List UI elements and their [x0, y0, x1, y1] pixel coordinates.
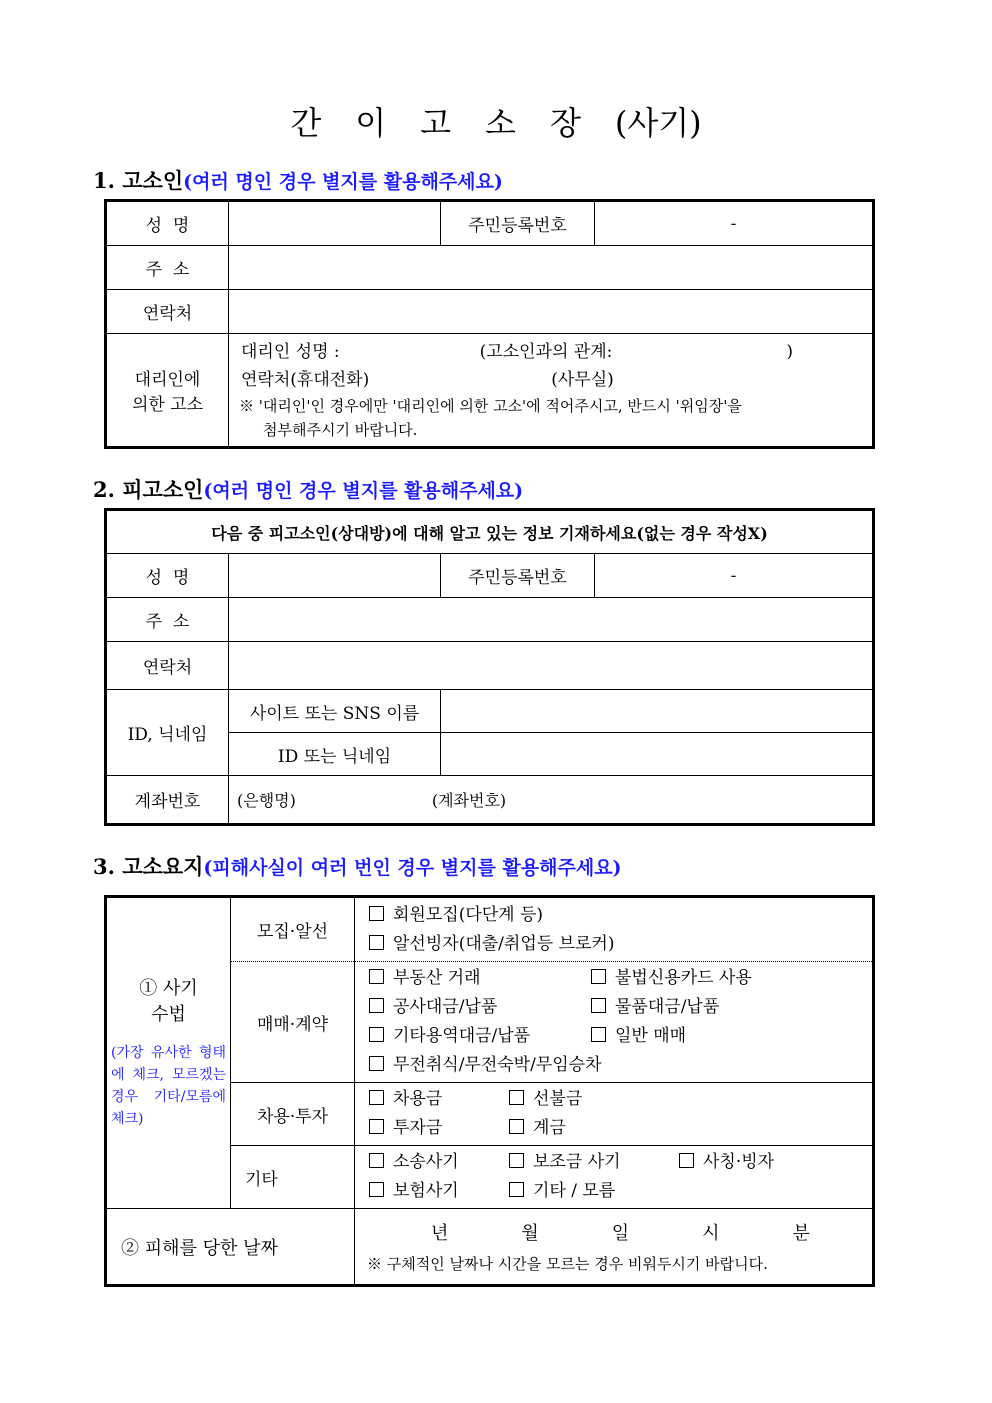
option-trade-4[interactable]: 물품대금/납품 [591, 997, 719, 1017]
accused-contact-field[interactable] [229, 642, 873, 690]
category-etc-label: 기타 [231, 1146, 355, 1209]
agent-field[interactable] [229, 334, 873, 447]
category-recruit-options [355, 898, 873, 962]
contact-field[interactable] [229, 290, 873, 334]
name-label: 성 명 [107, 202, 229, 246]
section-2-note: (여러 명인 경우 별지를 활용해주세요) [203, 480, 524, 502]
address-field[interactable] [229, 246, 873, 290]
site-label: 사이트 또는 SNS 이름 [229, 690, 441, 733]
account-label: 계좌번호 [107, 776, 229, 824]
nickname-label: ID 또는 닉네임 [229, 733, 441, 776]
accused-address-field[interactable] [229, 598, 873, 642]
address-label: 주 소 [107, 246, 229, 290]
option-recruit-2[interactable]: 알선빙자(대출/취업등 브로커) [369, 930, 864, 959]
checkbox[interactable] [369, 969, 384, 984]
option-etc-5[interactable]: 기타 / 모름 [509, 1181, 615, 1201]
agent-label: 대리인에 의한 고소 [107, 334, 229, 447]
accused-address-label: 주 소 [107, 598, 229, 642]
accused-name-label: 성 명 [107, 554, 229, 598]
section-1-note: (여러 명인 경우 별지를 활용해주세요) [183, 171, 503, 193]
contact-label: 연락처 [107, 290, 229, 334]
method-label-cell: ① 사기 수법 (가장 유사한 형태에 체크, 모르겠는 경우 기타/모름에 체크) [107, 898, 231, 1209]
fraud-summary-table [106, 897, 873, 1285]
accused-contact-label: 연락처 [107, 642, 229, 690]
option-loan-3[interactable]: 투자금 [369, 1114, 509, 1143]
option-etc-4[interactable]: 보험사기 [369, 1177, 509, 1206]
option-loan-1[interactable]: 차용금 [369, 1085, 509, 1114]
option-trade-6[interactable]: 일반 매매 [591, 1026, 686, 1046]
damage-date-field[interactable] [355, 1209, 873, 1285]
rrn-label: 주민등록번호 [441, 202, 595, 246]
checkbox[interactable] [509, 1119, 524, 1134]
checkbox[interactable] [509, 1090, 524, 1105]
account-field[interactable] [229, 776, 873, 824]
checkbox[interactable] [369, 1056, 384, 1071]
checkbox[interactable] [369, 906, 384, 921]
section-2-heading: 2. 피고소인(여러 명인 경우 별지를 활용해주세요) [93, 477, 524, 502]
rrn-dash: - [730, 213, 737, 234]
account-number-label: (계좌번호) [431, 791, 507, 810]
accused-rrn-label: 주민등록번호 [441, 554, 595, 598]
date-note: ※ 구체적인 날짜나 시간을 모르는 경우 비워두시기 바랍니다. [367, 1254, 768, 1273]
checkbox[interactable] [591, 1027, 606, 1042]
option-etc-1[interactable]: 소송사기 [369, 1148, 509, 1177]
checkbox[interactable] [369, 998, 384, 1013]
category-loan-label: 차용·투자 [231, 1083, 355, 1146]
checkbox[interactable] [369, 1153, 384, 1168]
option-etc-2[interactable]: 보조금 사기 [509, 1148, 679, 1177]
page-title: 간이고소장(사기) [290, 104, 702, 142]
accused-table [106, 510, 873, 824]
option-recruit-1[interactable]: 회원모집(다단계 등) [369, 901, 864, 930]
accused-name-field[interactable] [229, 554, 441, 598]
option-trade-3[interactable]: 공사대금/납품 [369, 993, 591, 1022]
checkbox[interactable] [679, 1153, 694, 1168]
checkbox[interactable] [369, 1182, 384, 1197]
category-trade-options [355, 962, 873, 1083]
section-1-heading: 1. 고소인(여러 명인 경우 별지를 활용해주세요) [93, 168, 503, 193]
accused-id-label: ID, 닉네임 [107, 690, 229, 776]
method-hint: (가장 유사한 형태에 체크, 모르겠는 경우 기타/모름에 체크) [111, 1045, 226, 1127]
checkbox[interactable] [509, 1153, 524, 1168]
category-loan-options [355, 1083, 873, 1146]
checkbox[interactable] [591, 998, 606, 1013]
option-trade-5[interactable]: 기타용역대금/납품 [369, 1022, 591, 1051]
date-units: 년 월 일 시 분 [431, 1222, 810, 1244]
accused-info-header: 다음 중 피고소인(상대방)에 대해 알고 있는 정보 기재하세요(없는 경우 작성X) [107, 511, 873, 554]
agent-name-line: 대리인 성명 : (고소인과의 관계: ) [241, 342, 794, 362]
option-trade-1[interactable]: 부동산 거래 [369, 964, 591, 993]
accused-rrn-field[interactable]: - [595, 554, 873, 598]
checkbox[interactable] [369, 1119, 384, 1134]
agent-phone-line: 연락처(휴대전화) (사무실) [241, 370, 614, 390]
agent-note: ※ '대리인'인 경우에만 '대리인에 의한 고소'에 적어주시고, 반드시 '위임장'을 첨부해주시기 바랍니다. [239, 397, 742, 439]
nickname-field[interactable] [441, 733, 873, 776]
bank-name-label: (은행명) [237, 791, 296, 810]
category-recruit-label: 모집·알선 [231, 898, 355, 962]
option-trade-7[interactable]: 무전취식/무전숙박/무임승차 [369, 1051, 864, 1080]
checkbox[interactable] [591, 969, 606, 984]
option-etc-3[interactable]: 사칭·빙자 [679, 1152, 774, 1172]
checkbox[interactable] [369, 1090, 384, 1105]
option-loan-4[interactable]: 계금 [509, 1118, 566, 1138]
category-etc-options [355, 1146, 873, 1209]
option-loan-2[interactable]: 선불금 [509, 1089, 582, 1109]
complainant-table [106, 201, 873, 447]
checkbox[interactable] [369, 935, 384, 950]
site-field[interactable] [441, 690, 873, 733]
checkbox[interactable] [369, 1027, 384, 1042]
section-3-heading: 3. 고소요지(피해사실이 여러 번인 경우 별지를 활용해주세요) [93, 854, 622, 879]
rrn-field[interactable] [595, 202, 873, 246]
option-trade-2[interactable]: 불법신용카드 사용 [591, 968, 752, 988]
damage-date-label: ② 피해를 당한 날짜 [107, 1209, 355, 1285]
checkbox[interactable] [509, 1182, 524, 1197]
category-trade-label: 매매·계약 [231, 962, 355, 1083]
name-field[interactable] [229, 202, 441, 246]
section-3-note: (피해사실이 여러 번인 경우 별지를 활용해주세요) [203, 857, 622, 879]
